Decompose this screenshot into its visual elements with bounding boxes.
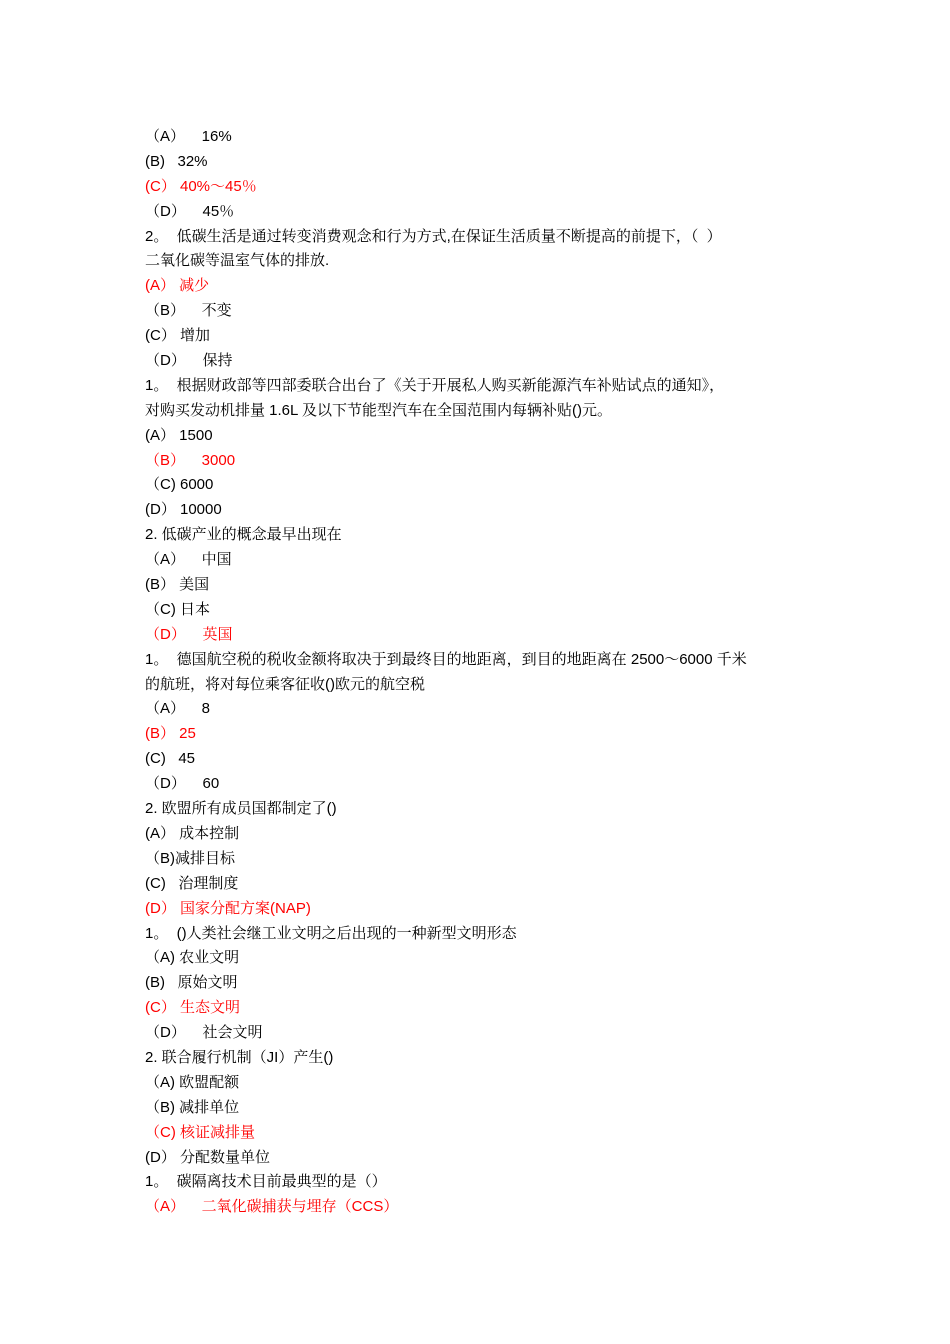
text-line: （B） 不变 <box>145 302 232 320</box>
text-line: （A) 农业文明 <box>145 949 240 967</box>
text-line: 2. 联合履行机制（JI）产生() <box>145 1048 334 1066</box>
text-line: (B) 原始文明 <box>145 974 238 992</box>
answer-line: （A） 二氧化碳捕获与埋存（CCS） <box>145 1198 399 1216</box>
text-line: （D） 保持 <box>145 352 233 370</box>
text-line: （A） 中国 <box>145 551 232 569</box>
answer-line: （B） 3000 <box>145 451 236 469</box>
answer-line: （C) 核证减排量 <box>145 1123 255 1141</box>
text-line: 对购买发动机排量 1.6L 及以下节能型汽车在全国范围内每辆补贴()元。 <box>145 401 612 419</box>
text-line: 二氧化碳等温室气体的排放. <box>145 252 330 270</box>
text-line: 1。 根据财政部等四部委联合出台了《关于开展私人购买新能源汽车补贴试点的通知》， <box>145 376 725 394</box>
text-line: （A） 16% <box>145 128 232 145</box>
text-line: 2。 低碳生活是通过转变消费观念和行为方式,在保证生活质量不断提高的前提下，（ ） <box>145 227 722 245</box>
text-line: (C) 治理制度 <box>145 874 239 892</box>
text-line: (C） 增加 <box>145 327 210 345</box>
text-line: （D） 60 <box>145 775 220 793</box>
text-line: 2. 欧盟所有成员国都制定了() <box>145 800 337 818</box>
answer-line: (A） 减少 <box>145 277 210 295</box>
text-line: (B) 32% <box>145 152 208 170</box>
text-line: (D） 分配数量单位 <box>145 1148 270 1166</box>
text-line: 的航班，将对每位乘客征收()欧元的航空税 <box>145 675 425 693</box>
text-line: （C) 6000 <box>145 476 214 494</box>
text-line: (A） 成本控制 <box>145 824 240 842</box>
text-line: (C) 45 <box>145 750 196 768</box>
text-line: 1。 ()人类社会继工业文明之后出现的一种新型文明形态 <box>145 924 517 942</box>
answer-line: (C） 40%～45％ <box>145 177 257 195</box>
answer-line: （D） 英国 <box>145 625 233 643</box>
text-line: （B) 减排单位 <box>145 1098 240 1116</box>
document-page <box>145 125 825 1220</box>
text-line: 1。 碳隔离技术目前最典型的是（） <box>145 1173 387 1191</box>
answer-line: (C） 生态文明 <box>145 999 240 1017</box>
text-line: 1。 德国航空税的税收金额将取决于到最终目的地距离，到目的地距离在 2500～6000 千米 <box>145 650 747 668</box>
answer-line: (B） 25 <box>145 725 196 743</box>
text-line: （C) 日本 <box>145 600 210 618</box>
text-line: （A） 8 <box>145 700 211 718</box>
text-line: (A） 1500 <box>145 426 213 444</box>
text-line: 2. 低碳产业的概念最早出现在 <box>145 526 342 544</box>
answer-line: (D） 国家分配方案(NAP) <box>145 899 311 917</box>
text-line: （D） 社会文明 <box>145 1024 263 1042</box>
text-line: （B)减排目标 <box>145 849 236 867</box>
text-line: （D） 45％ <box>145 202 235 220</box>
text-line: （A) 欧盟配额 <box>145 1073 240 1091</box>
text-line: (D） 10000 <box>145 501 222 519</box>
text-line: (B） 美国 <box>145 576 210 594</box>
